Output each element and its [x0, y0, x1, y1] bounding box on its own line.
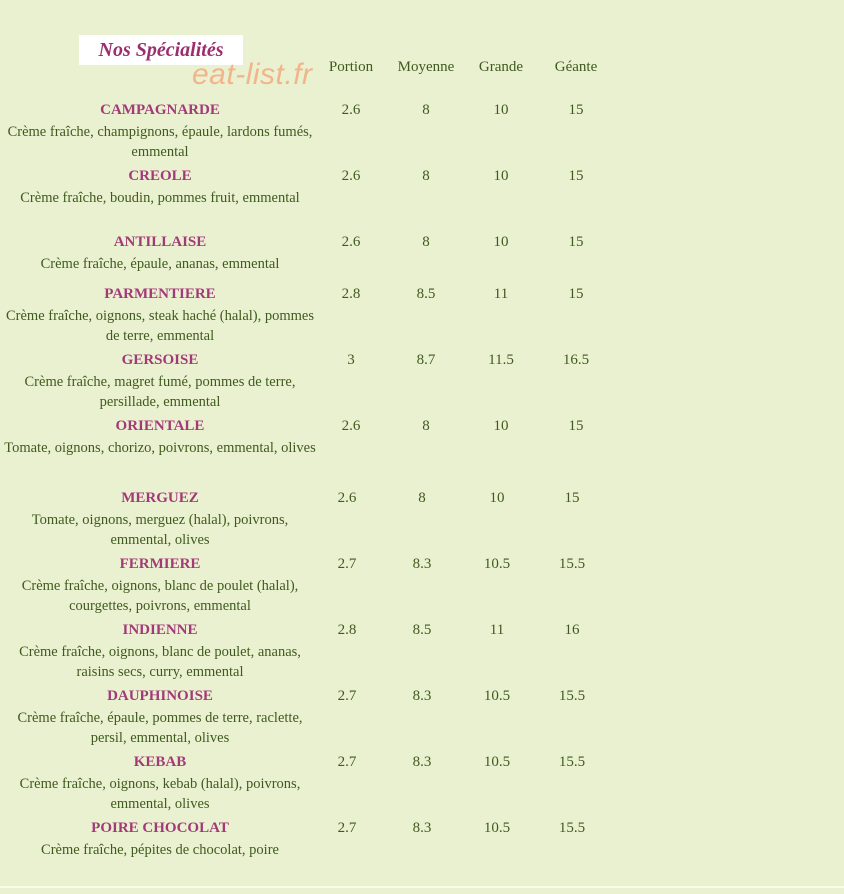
- item-price: 15.5: [558, 688, 586, 704]
- watermark: eat-list.fr: [192, 58, 313, 91]
- item-name: DAUPHINOISE: [107, 688, 213, 704]
- item-price: 16: [564, 622, 580, 638]
- item-description: Crème fraîche, magret fumé, pommes de terre, persillade, emmental: [24, 374, 296, 410]
- item-price: 8.3: [412, 754, 432, 770]
- item-name: GERSOISE: [121, 352, 199, 368]
- item-price: 10: [493, 418, 509, 434]
- item-description: Crème fraîche, épaule, pommes de terre, raclette, persil, emmental, olives: [17, 710, 303, 746]
- item-price: 8.7: [416, 352, 436, 368]
- item-description: Crème fraîche, pépites de chocolat, poire: [41, 842, 279, 858]
- item-price: 8.5: [412, 622, 432, 638]
- item-price: 10: [493, 168, 509, 184]
- item-price: 8: [422, 168, 430, 184]
- item-name: PARMENTIERE: [104, 286, 216, 302]
- item-price: 2.6: [341, 102, 361, 118]
- item-price: 8.3: [412, 688, 432, 704]
- item-price: 2.7: [337, 688, 357, 704]
- item-price: 8: [422, 234, 430, 250]
- item-price: 8.5: [416, 286, 436, 302]
- item-price: 11.5: [488, 352, 514, 368]
- item-name: POIRE CHOCOLAT: [91, 820, 229, 836]
- item-price: 2.8: [337, 622, 357, 638]
- item-price: 2.6: [341, 168, 361, 184]
- item-price: 15: [568, 234, 584, 250]
- item-price: 10.5: [483, 556, 511, 572]
- item-price: 10: [493, 102, 509, 118]
- column-header-portion: Portion: [328, 59, 374, 75]
- item-price: 15: [568, 102, 584, 118]
- item-description: Crème fraîche, boudin, pommes fruit, emmental: [20, 190, 300, 206]
- item-description: Crème fraîche, épaule, ananas, emmental: [40, 256, 280, 272]
- column-header-grande: Grande: [478, 59, 524, 75]
- item-description: Crème fraîche, champignons, épaule, lardons fumés, emmental: [7, 124, 313, 160]
- item-price: 2.7: [337, 556, 357, 572]
- item-price: 3: [347, 352, 355, 368]
- item-name: CREOLE: [128, 168, 192, 184]
- item-price: 8: [422, 102, 430, 118]
- item-price: 10.5: [483, 688, 511, 704]
- item-price: 10.5: [483, 754, 511, 770]
- item-name: ORIENTALE: [115, 418, 205, 434]
- item-description: Crème fraîche, oignons, kebab (halal), poivrons, emmental, olives: [19, 776, 301, 812]
- item-price: 2.6: [337, 490, 357, 506]
- item-price: 8: [422, 418, 430, 434]
- divider: [0, 886, 844, 888]
- item-price: 10: [489, 490, 505, 506]
- item-price: 8: [418, 490, 426, 506]
- item-price: 8.3: [412, 820, 432, 836]
- item-description: Crème fraîche, oignons, blanc de poulet, ananas, raisins secs, curry, emmental: [19, 644, 301, 680]
- item-price: 16.5: [562, 352, 590, 368]
- item-price: 8.3: [412, 556, 432, 572]
- item-price: 15.5: [558, 556, 586, 572]
- item-price: 15: [568, 168, 584, 184]
- item-description: Tomate, oignons, chorizo, poivrons, emmental, olives: [4, 440, 316, 456]
- column-header-geante: Géante: [554, 59, 598, 75]
- item-name: MERGUEZ: [121, 490, 199, 506]
- item-price: 10: [493, 234, 509, 250]
- item-name: FERMIERE: [119, 556, 201, 572]
- item-price: 15: [564, 490, 580, 506]
- item-price: 15.5: [558, 754, 586, 770]
- item-price: 2.6: [341, 234, 361, 250]
- item-price: 2.8: [341, 286, 361, 302]
- item-price: 2.7: [337, 820, 357, 836]
- item-description: Crème fraîche, oignons, steak haché (halal), pommes de terre, emmental: [5, 308, 314, 344]
- item-price: 15: [568, 286, 584, 302]
- item-price: 2.6: [341, 418, 361, 434]
- item-price: 11: [489, 622, 505, 638]
- page-title: Nos Spécialités: [98, 38, 224, 61]
- item-name: ANTILLAISE: [113, 234, 207, 250]
- item-price: 10.5: [483, 820, 511, 836]
- column-header-moyenne: Moyenne: [397, 59, 455, 75]
- item-name: CAMPAGNARDE: [100, 102, 220, 118]
- item-name: INDIENNE: [122, 622, 198, 638]
- item-price: 2.7: [337, 754, 357, 770]
- item-price: 11: [493, 286, 509, 302]
- item-description: Tomate, oignons, merguez (halal), poivrons, emmental, olives: [31, 512, 289, 548]
- item-price: 15: [568, 418, 584, 434]
- item-price: 15.5: [558, 820, 586, 836]
- item-description: Crème fraîche, oignons, blanc de poulet (halal), courgettes, poivrons, emmental: [21, 578, 299, 614]
- item-name: KEBAB: [133, 754, 187, 770]
